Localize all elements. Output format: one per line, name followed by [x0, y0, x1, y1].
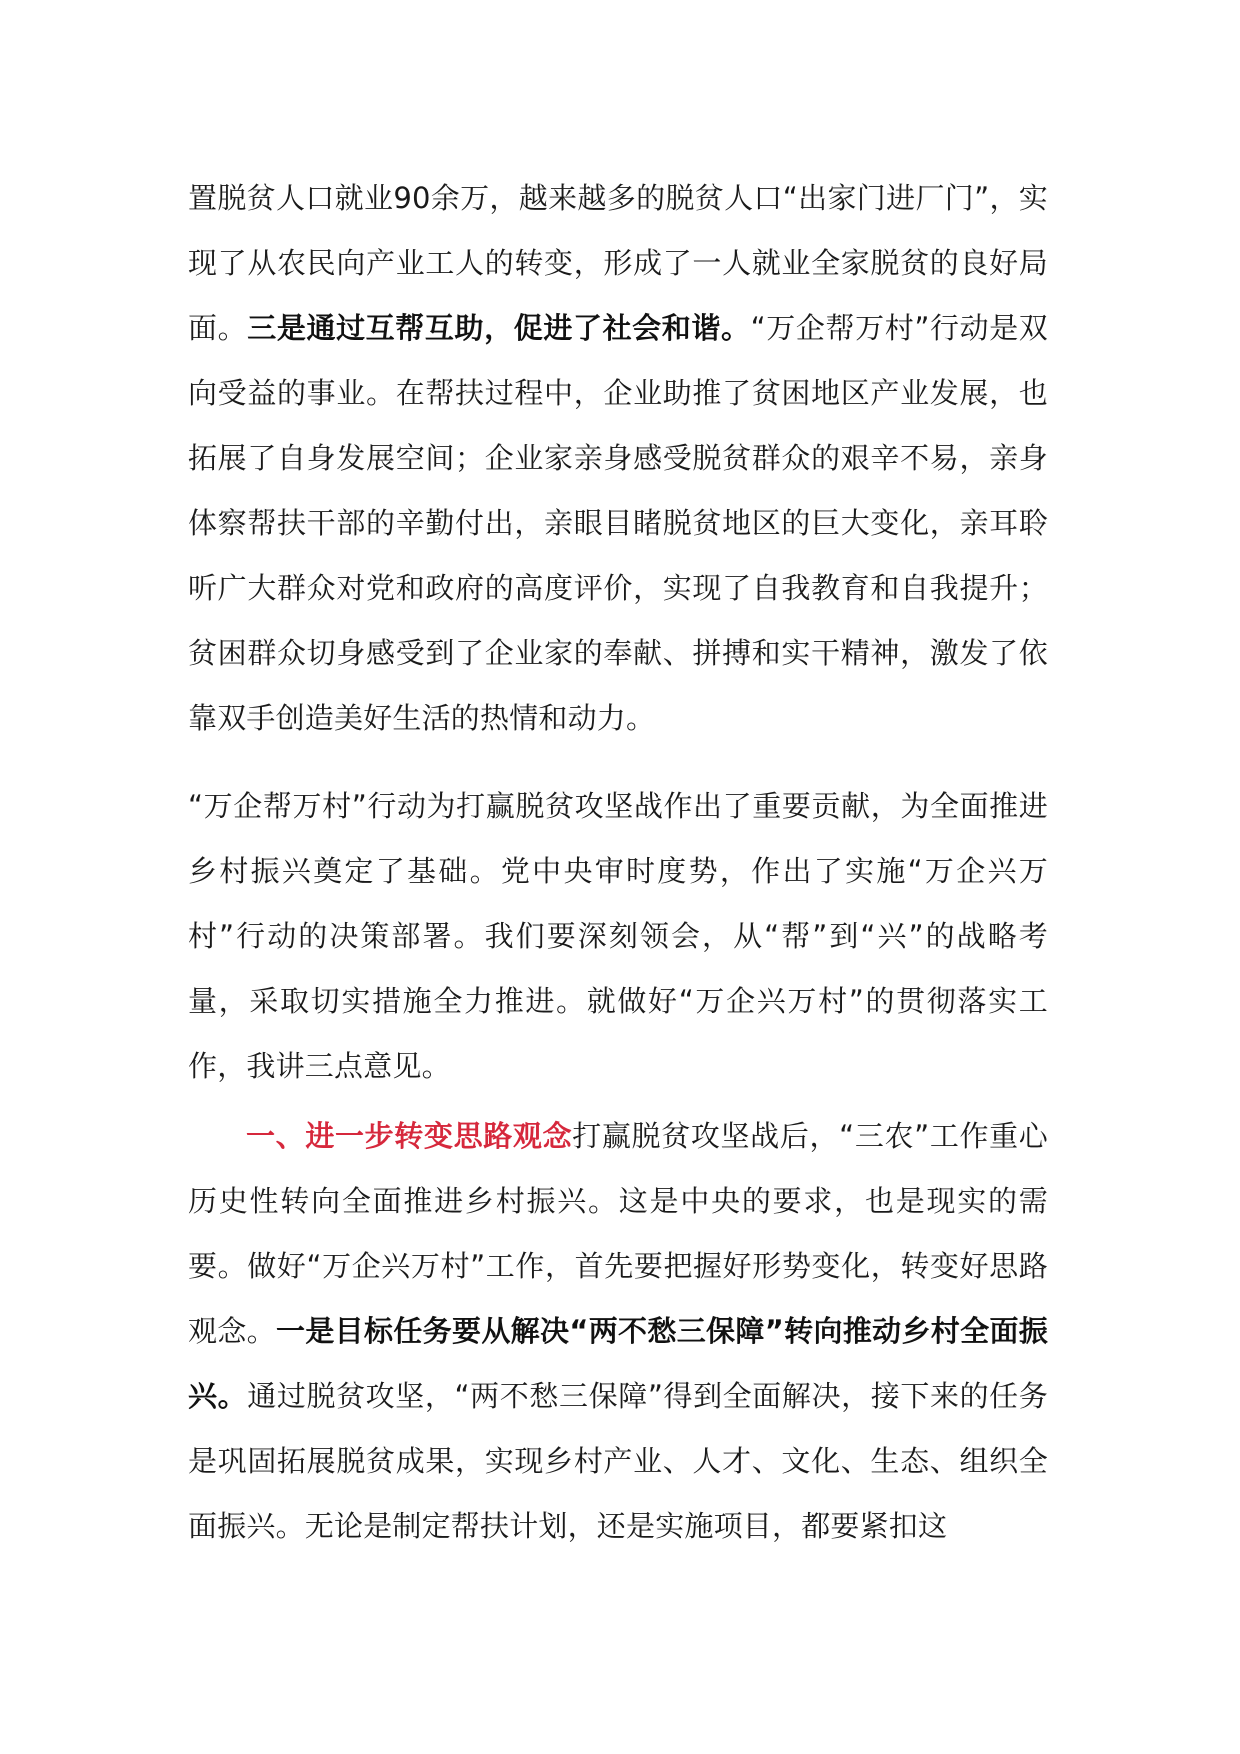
- paragraph-1-part-a: 置脱贫人口就业90余万，越来越多的脱贫人口“出家门进厂门”，实现了从农民向产业工人的转变，形成了一人就业全家脱贫的良好局面。: [188, 181, 1048, 345]
- paragraph-3: [188, 1104, 1048, 1559]
- paragraph-1-text: [188, 166, 1048, 751]
- paragraph-2: [188, 774, 1048, 1099]
- paragraph-3-part-a: 打赢脱贫攻坚战后，“三农”工作重心历史性转向全面推进乡村振兴。这是中央的要求，也是现实的需要。做好“万企兴万村”工作，首先要把握好形势变化，转变好思路观念。: [188, 1119, 1048, 1348]
- paragraph-1-bold-point: 三是通过互帮互助，促进了社会和谐。: [247, 311, 751, 345]
- paragraph-2-text: “万企帮万村”行动为打赢脱贫攻坚战作出了重要贡献，为全面推进乡村振兴奠定了基础。党中央审时度势，作出了实施“万企兴万村”行动的决策部署。我们要深刻领会，从“帮”到“兴”的战略考量，采取切实措施全力推进。就做好“万企兴万村”的贯彻落实工作，我讲三点意见。: [188, 789, 1048, 1083]
- section-heading: 一、进一步转变思路观念: [246, 1119, 573, 1153]
- paragraph-3-part-c: 通过脱贫攻坚，“两不愁三保障”得到全面解决，接下来的任务是巩固拓展脱贫成果，实现乡村产业、人才、文化、生态、组织全面振兴。无论是制定帮扶计划，还是实施项目，都要紧扣这: [188, 1379, 1048, 1543]
- paragraph-1: [188, 166, 1048, 751]
- paragraph-3-bold-point: 一是目标任务要从解决“两不愁三保障”转向推动乡村全面振兴。: [188, 1314, 1048, 1413]
- paragraph-1-part-c: “万企帮万村”行动是双向受益的事业。在帮扶过程中，企业助推了贫困地区产业发展，也拓展了自身发展空间；企业家亲身感受脱贫群众的艰辛不易，亲身体察帮扶干部的辛勤付出，亲眼目睹脱贫地区的巨大变化，亲耳聆听广大群众对党和政府的高度评价，实现了自我教育和自我提升；贫困群众切身感受到了企业家的奉献、拼搏和实干精神，激发了依靠双手创造美好生活的热情和动力。: [188, 311, 1049, 735]
- paragraph-3-text: [188, 1104, 1048, 1559]
